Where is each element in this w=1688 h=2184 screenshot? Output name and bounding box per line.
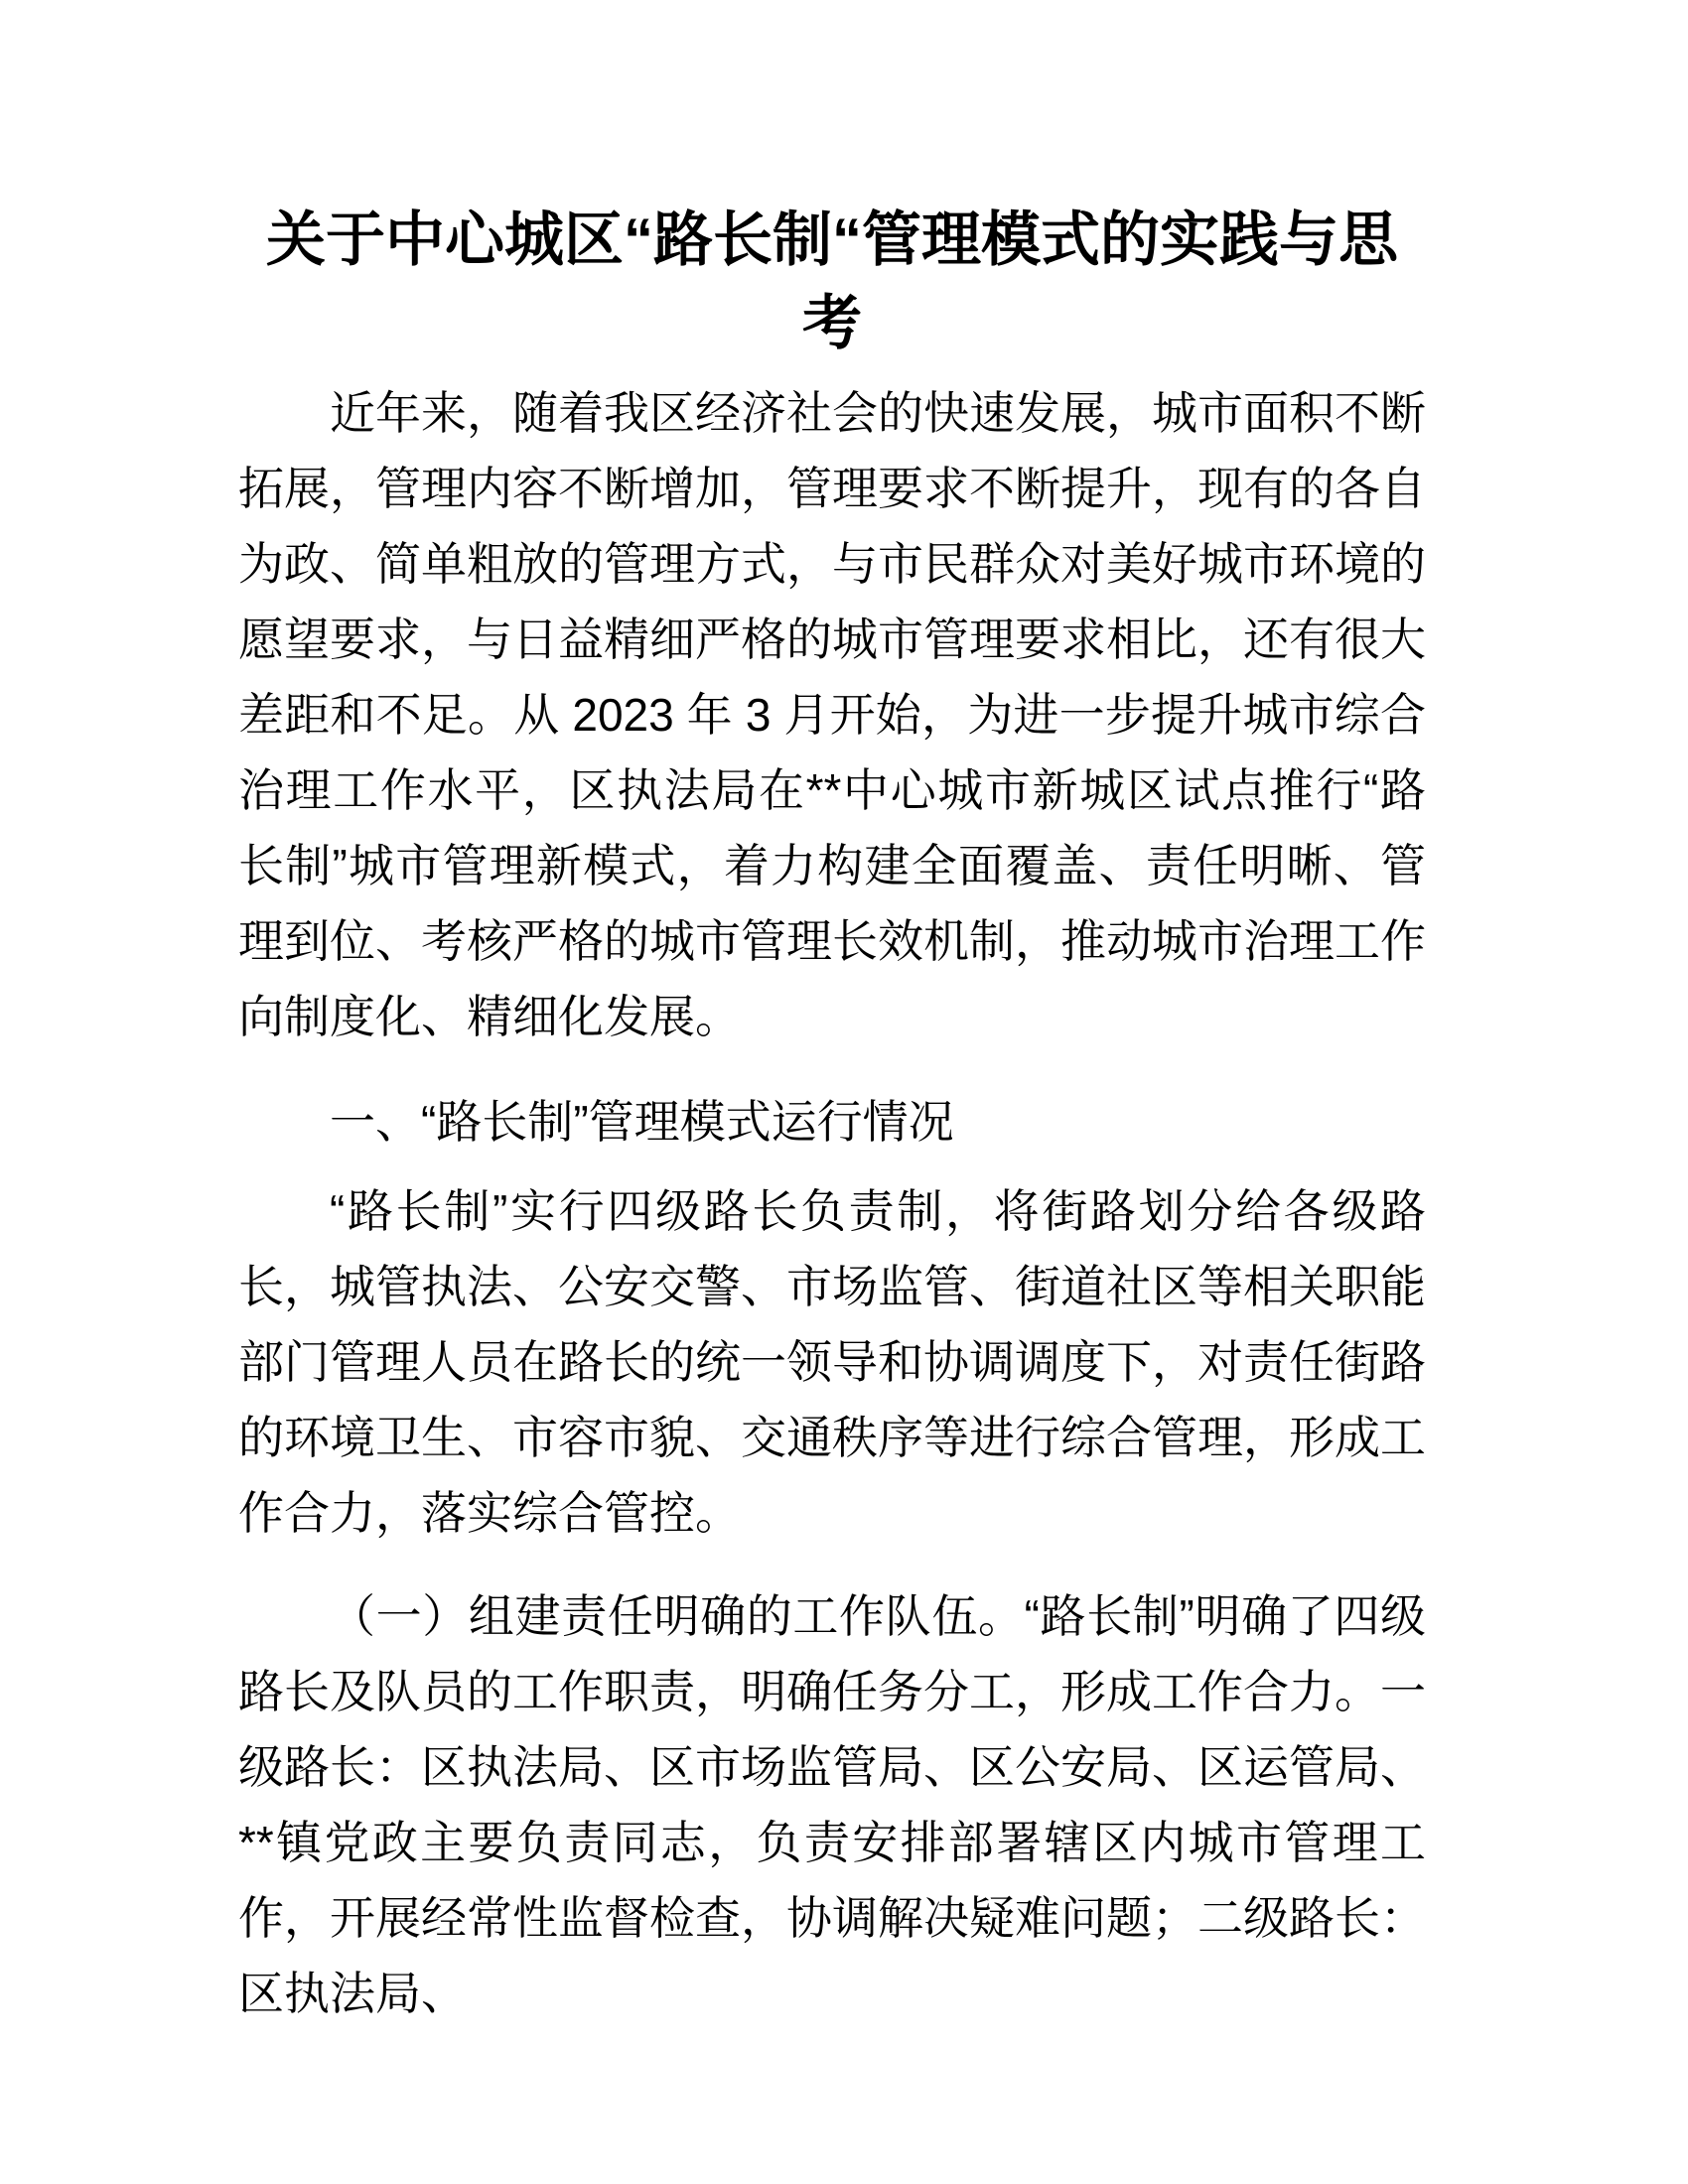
paragraph-system-overview: “路长制”实行四级路长负责制，将街路划分给各级路长，城管执法、公安交警、市场监管、街道社区等相关职能部门管理人员在路长的统一领导和协调调度下，对责任街路的环境卫生、市容市貌、交通秩序等进行综合管理，形成工作合力，落实综合管控。: [238, 1185, 1426, 1539]
section-heading-1: 一、“路长制”管理模式运行情况: [330, 1096, 954, 1148]
document-title: 关于中心城区“路长制“管理模式的实践与思考: [266, 206, 1398, 356]
paragraph-intro: 近年来，随着我区经济社会的快速发展，城市面积不断拓展，管理内容不断增加，管理要求不断提升，现有的各自为政、简单粗放的管理方式，与市民群众对美好城市环境的愿望要求，与日益精细严格的城市管理要求相比，还有很大差距和不足。从 2023 年 3 月开始，为进一步提升城市综合治理工作水平，区执法局在**中心城市新城区试点推行“路长制”城市管理新模式，着力构建全面覆盖、责任明晰、管理到位、考核严格的城市管理长效机制，推动城市治理工作向制度化、精细化发展。: [238, 387, 1426, 1042]
paragraph-sub-item-1: （一）组建责任明确的工作队伍。“路长制”明确了四级路长及队员的工作职责，明确任务分工，形成工作合力。一级路长：区执法局、区市场监管局、区公安局、区运管局、**镇党政主要负责同志，负责安排部署辖区内城市管理工作，开展经常性监督检查，协调解决疑难问题；二级路长：区执法局、: [238, 1590, 1426, 2019]
